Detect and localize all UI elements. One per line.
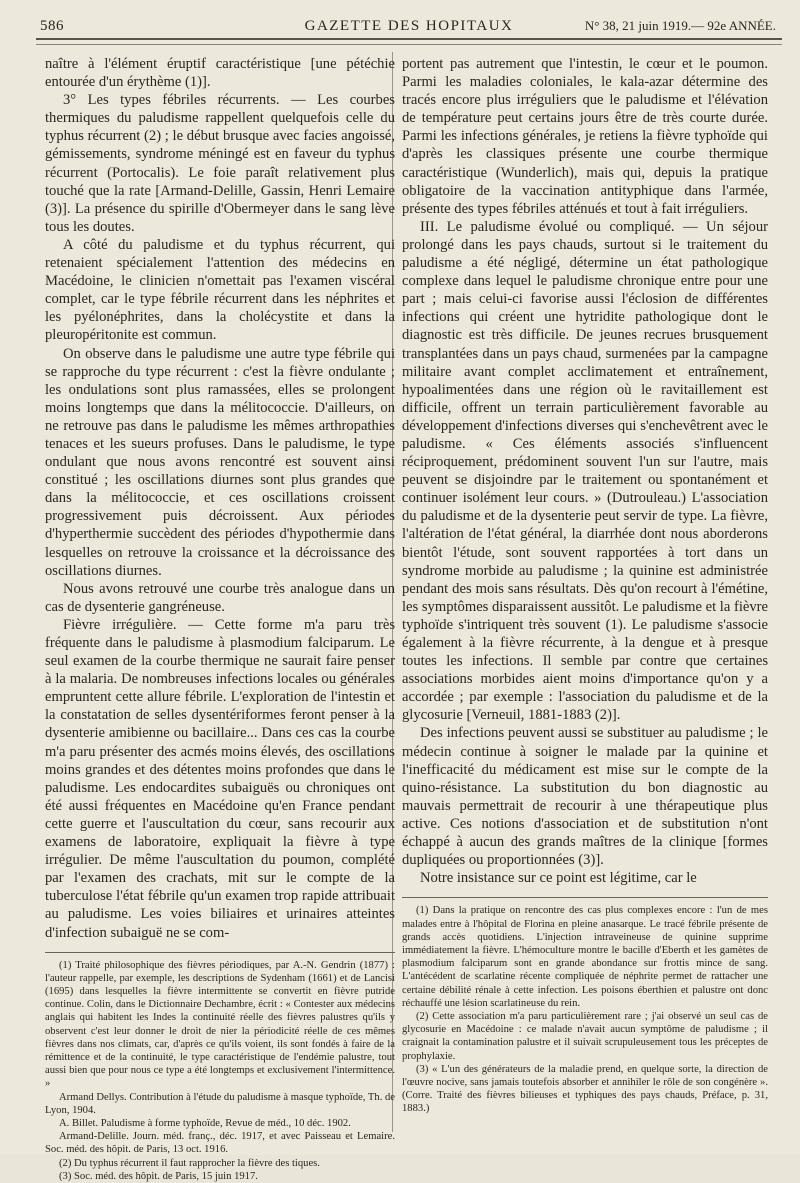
paragraph: Notre insistance sur ce point est légitime, car le <box>420 870 697 887</box>
header-divider <box>36 44 782 45</box>
footnote: (3) Soc. méd. des hôpit. de Paris, 15 juin 1917. <box>59 1170 258 1182</box>
paragraph: III. Le paludisme évolué ou compliqué. — Un séjour prolongé dans les pays chauds, surtout si le traitement du paludisme a été négligé, détermine un état pathologique complexe dans lequel le paludisme chronique entre pour une part ; mais celui-ci favorise aussi l'éclosion de différentes infections qui créent une hytridite pathologique dont le diagnostic est très difficile. De jeunes recrues brusquement transplantées dans un pays chaud, surmenées par la campagne militaire avant complet acclimatement et entraînement, hypoalimentées dans une région où le ravitaillement est difficile, offrent un terrain particulièrement favorable au développement d'infections diverses qui s'enchevêtrent avec le paludisme. « Ces éléments associés s'influencent réciproquement, prédominent souvent l'un sur l'autre, mais peuvent se disjoindre par le traitement ou spontanément et continuer isolément leur cours. » (Dutrouleau.) L'association du paludisme et de la dysenterie peut servir de type. La fièvre, l'altération de l'état général, la diarrhée dont nous aborderons bientôt l'étude, sont souvent rapportées à tort dans un syndrome morbide au paludisme ; la quinine est administrée pendant des mois sans résultats. Dès qu'on recourt à l'émétine, les symptômes disparaissent aussitôt. Le paludisme et la fièvre typhoïde s'intriquent très souvent (1). Le paludisme s'associe également à la fièvre récurrente, à la dengue et à presque toutes les infections. Il semble par contre que certaines associations morbides aient moins d'importance qu'on y a accordée ; par exemple : l'association du paludisme et de la glycosurie [Verneuil, 1881-1883 (2)]. <box>402 218 768 724</box>
footnote: (2) Du typhus récurrent il faut rapprocher la fièvre des tiques. <box>59 1157 320 1169</box>
paragraph: On observe dans le paludisme une autre type fébrile qui se rapproche du type récurrent : c'est la fièvre ondulante ; les ondulations sont plus ramassées, elles se prolongent moins longtemps que dans la mélitococcie. D'ailleurs, on ne retrouve pas dans le paludisme les mêmes arthropathies tenaces et les sueurs profuses. Dans le paludisme, le type ondulant que nous avons rencontré est souvent ainsi constitué ; les oscillations diurnes sont plus grandes que dans la mélitococcie, et ces oscillations croissent progressivement puis décroissent. Aux périodes d'hyperthermie succèdent des périodes d'hypothermie dans lesquelles on retrouve la croissance et la décroissance des oscillations diurnes. <box>45 345 395 579</box>
journal-title: GAZETTE DES HOPITAUX <box>304 18 514 34</box>
footnote: A. Billet. Paludisme à forme typhoïde, Revue de méd., 10 déc. 1902. <box>59 1118 351 1130</box>
page-number: 586 <box>40 18 64 34</box>
left-body <box>45 55 395 942</box>
footnote-divider <box>45 952 395 953</box>
paragraph: 3° Les types fébriles récurrents. — Les courbes thermiques du paludisme rappellent quelquefois celle du typhus récurrent (2) ; le début brusque avec facies angoissé, gémissements, syndrome méningé est en faveur du typhus récurrent (Portocalis). Le foie paraît relativement plus touché que la rate [Armand-Delille, Gassin, Henri Lemaire (3)]. La présence du spirille d'Obermeyer dans le sang lève tous les doutes. <box>45 92 395 235</box>
footnote: (3) « L'un des générateurs de la maladie prend, en quelque sorte, la direction de l'œuvre nocive, sans jamais toutefois absorber et annihiler le rôle de son congénère ». (Corre. Traité des fièvres bilieuses et typhiques des pays chauds, Préface, p. 31, 1883.) <box>402 1063 768 1115</box>
right-column <box>402 55 768 1116</box>
paragraph: naître à l'élément éruptif caractéristique [une pétéchie entourée d'un érythème (1)]. <box>45 56 395 91</box>
footnote-divider <box>402 897 768 898</box>
paragraph: Fièvre irrégulière. — Cette forme m'a paru très fréquente dans le paludisme à plasmodium falciparum. Le seul examen de la courbe thermique ne saurait faire penser à la malaria. De nombreuses infections locales ou générales empruntent cette allure fébrile. L'exploration de l'intestin et la constatation de selles dysentériformes feront penser à la dysenterie amibienne ou bacillaire... Dans ces cas la courbe m'a paru présenter des acmés moins élevés, des oscillations moins grandes et des détentes moins profondes que dans le paludisme. Les endocardites subaiguës ou chroniques ont été aussi fréquentes en Macédoine qu'en France pendant cette guerre et l'auscultation du cœur, sans recourir aux examens de laboratoire, expliquait la fièvre à type irrégulier. De même l'auscultation du poumon, complété par l'examen des crachats, mit sur le compte de la tuberculose l'état fébrile qu'un examen trop rapide attribuait au paludisme. Les voies biliaires et urinaires atteintes d'infection subaiguë ne se com- <box>45 616 395 941</box>
footnote: (1) Traité philosophique des fièvres périodiques, par A.-N. Gendrin (1877) : l'auteur rappelle, par exemple, les descriptions de Sydenham (1661) et de Lancisi (1695) dans lesquelles la fièvre intermittente se convertit en fièvre putride continue. Colin, dans le Dictionnaire Dechambre, écrit : « Contester aux médecins anglais qui habitent les Indes la continuité réelle des fièvres palustres qu'ils y observent c'est leur donner le droit de nier la périodicité réelle de ces mêmes fièvres dans nos climats, car, d'après ce qu'ils voient, ils sont fondés à faire de la rémittence et de la continuité, le type caractéristique de l'endémie palustre, tout aussi bien que pour nous ce type a été longtemps et exclusivement l'intermittence. » <box>45 959 395 1090</box>
footnote: Armand-Delille. Journ. méd. franç., déc. 1917, et avec Paisseau et Lemaire. Soc. méd. des hôpit. de Paris, 13 oct. 1916. <box>45 1131 395 1156</box>
right-footnotes <box>402 904 768 1115</box>
right-body <box>402 55 768 887</box>
paragraph: Nous avons retrouvé une courbe très analogue dans un cas de dysenterie gangréneuse. <box>45 580 395 615</box>
footnote: (1) Dans la pratique on rencontre des cas plus complexes encore : l'un de mes malades entre à l'hôpital de Florina en pleine anasarque. Le tracé fébrile présente de grands accès quotidiens. L'injection intraveineuse de quinine supprime immédiatement la fièvre. L'hémoculture montre le bacille d'Eberth et les gamètes de plasmodium falciparum sont en grande abondance sur frottis mince de sang. L'antécédent de scarlatine récente compliquée de néphrite permet de rattacher une certaine débilité rénale à cette infection. Les poisons éberthien et palustre ont donc réchauffé une lésion scarlatineuse du rein. <box>402 905 768 1009</box>
paragraph: Des infections peuvent aussi se substituer au paludisme ; le médecin continue à soigner le malade par la quinine et l'inefficacité du médicament est mise sur le compte de la quino-résistance. La substitution du bon diagnostic au mauvais permettrait de recourir à une thérapeutique plus active. Ces notions d'association et de substitution n'ont échappé à aucun des grands maîtres de la clinique [formes dupliquées ou proportionnées (3)]. <box>402 725 768 869</box>
left-column <box>45 55 395 1183</box>
footnote: Armand Dellys. Contribution à l'étude du paludisme à masque typhoïde, Th. de Lyon, 1904. <box>45 1091 395 1116</box>
footnote: (2) Cette association m'a paru particulièrement rare ; j'ai observé un seul cas de glycosurie en Macédoine : ce malade n'avait aucun symptôme de paludisme ; il craignait la contamination palustre et il suivait scrupuleusement tous les préceptes de prophylaxie. <box>402 1010 768 1062</box>
left-footnotes <box>45 959 395 1183</box>
page-header <box>36 14 782 40</box>
paragraph: portent pas autrement que l'intestin, le cœur et le poumon. Parmi les maladies coloniales, le kala-azar détermine des tracés encore plus irréguliers que le paludisme et l'élévation de température peut certains jours être de très courte durée. Parmi les infections générales, je retiens la fièvre typhoïde qui d'après les classiques présente une courbe thermique caractéristique (Wunderlich), mais qui, depuis la pratique obligatoire de la vaccination antityphique dans l'armée, présente des types fébriles atténués et tout à fait irréguliers. <box>402 56 768 217</box>
issue-info: N° 38, 21 juin 1919.— 92e ANNÉE. <box>584 18 776 33</box>
paragraph: A côté du paludisme et du typhus récurrent, qui retenaient spécialement l'attention des médecins en Macédoine, le clinicien n'omettait pas l'examen viscéral complet, car le type fébrile récurrent dans les néphrites et les pyélonéphrites, dans la cholécystite et dans la pleuropéritonite est commun. <box>45 236 395 344</box>
